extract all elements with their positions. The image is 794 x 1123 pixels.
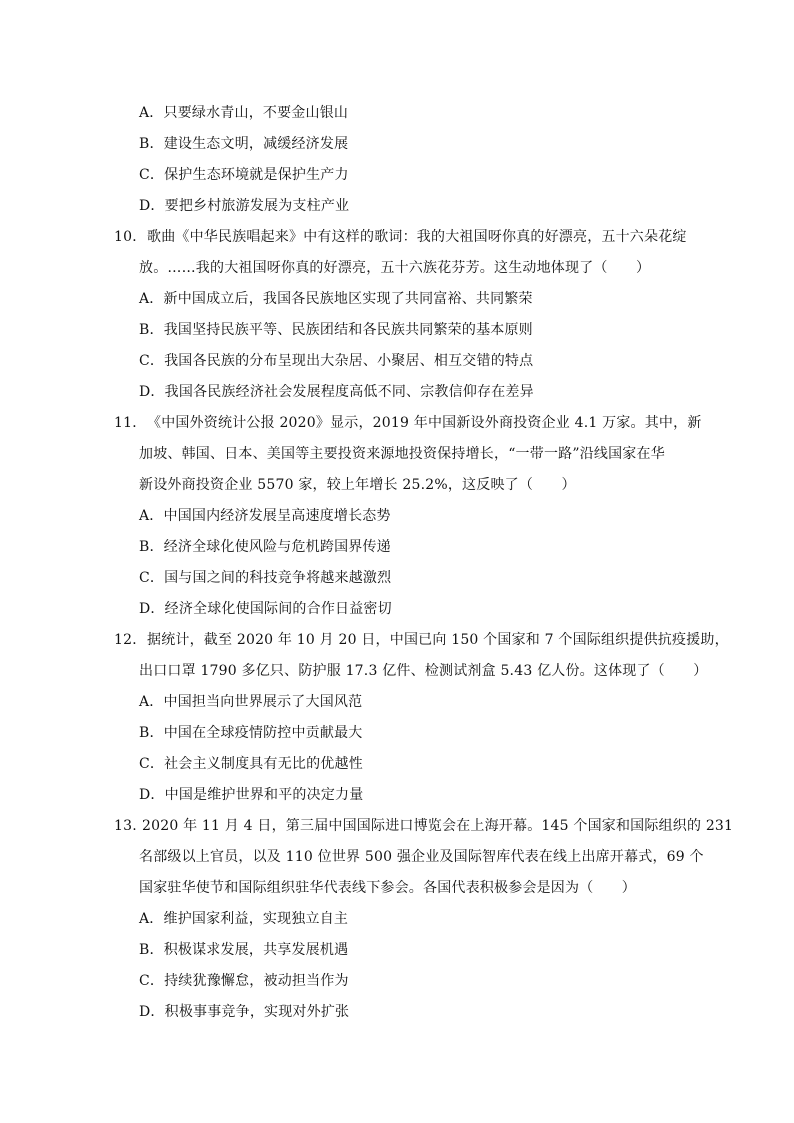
q13-stem-line-2: 名部级以上官员，以及 110 位世界 500 强企业及国际智库代表在线上出席开幕式，69 个 bbox=[139, 849, 704, 865]
q12-stem-line-1: 据统计，截至 2020 年 10 月 20 日，中国已向 150 个国家和 7 个国际组织提供抗疫援助， bbox=[147, 632, 729, 648]
q11-option-a: A．中国国内经济发展呈高速度增长态势 bbox=[139, 508, 391, 524]
q11-option-c: C．国与国之间的科技竞争将越来越激烈 bbox=[139, 570, 392, 586]
q13-stem-line-3: 国家驻华使节和国际组织驻华代表线下参会。各国代表积极参会是因为（ ） bbox=[139, 880, 636, 896]
q12-option-c: C．社会主义制度具有无比的优越性 bbox=[139, 756, 363, 772]
q13-option-a: A．维护国家利益，实现独立自主 bbox=[139, 911, 349, 927]
q12-stem-line-2: 出口口罩 1790 多亿只、防护服 17.3 亿件、检测试剂盒 5.43 亿人份。这体现了（ ） bbox=[139, 663, 708, 679]
q9-option-d: D．要把乡村旅游发展为支柱产业 bbox=[139, 198, 350, 214]
q10-option-c: C．我国各民族的分布呈现出大杂居、小聚居、相互交错的特点 bbox=[139, 353, 534, 369]
q11-option-d: D．经济全球化使国际间的合作日益密切 bbox=[139, 601, 392, 617]
q10-option-b: B．我国坚持民族平等、民族团结和各民族共同繁荣的基本原则 bbox=[139, 322, 533, 338]
q9-option-b: B．建设生态文明，减缓经济发展 bbox=[139, 136, 349, 152]
q13-option-b: B．积极谋求发展，共享发展机遇 bbox=[139, 942, 349, 958]
q13-stem-line-1: 2020 年 11 月 4 日，第三届中国国际进口博览会在上海开幕。145 个国家和国际组织的 231 bbox=[142, 818, 734, 834]
q11-stem-line-3: 新设外商投资企业 5570 家，较上年增长 25.2%，这反映了（ ） bbox=[139, 477, 576, 493]
q12-option-d: D．中国是维护世界和平的决定力量 bbox=[139, 787, 364, 803]
q13-option-c: C．持续犹豫懈怠，被动担当作为 bbox=[139, 973, 349, 989]
q9-option-c: C．保护生态环境就是保护生产力 bbox=[139, 167, 349, 183]
q10-stem-line-2: 放。……我的大祖国呀你真的好漂亮，五十六族花芬芳。这生动地体现了（ ） bbox=[139, 260, 651, 276]
q10-number: 10． bbox=[114, 229, 147, 245]
q13-number: 13. bbox=[114, 818, 137, 834]
q11-option-b: B．经济全球化使风险与危机跨国界传递 bbox=[139, 539, 391, 555]
q11-number: 11． bbox=[114, 415, 147, 431]
q13-option-d: D．积极事事竞争，实现对外扩张 bbox=[139, 1004, 350, 1020]
q10-option-a: A．新中国成立后，我国各民族地区实现了共同富裕、共同繁荣 bbox=[139, 291, 533, 307]
q11-stem-line-1: 《中国外资统计公报 2020》显示，2019 年中国新设外商投资企业 4.1 万家。其中，新 bbox=[147, 415, 702, 431]
q10-option-d: D．我国各民族经济社会发展程度高低不同、宗教信仰存在差异 bbox=[139, 384, 534, 400]
q9-option-a: A．只要绿水青山，不要金山银山 bbox=[139, 105, 349, 121]
q12-number: 12． bbox=[114, 632, 147, 648]
q12-option-a: A．中国担当向世界展示了大国风范 bbox=[139, 694, 363, 710]
q11-stem-line-2: 加坡、韩国、日本、美国等主要投资来源地投资保持增长，“一带一路”沿线国家在华 bbox=[139, 446, 665, 462]
q10-stem-line-1: 歌曲《中华民族唱起来》中有这样的歌词：我的大祖国呀你真的好漂亮，五十六朵花绽 bbox=[147, 229, 687, 245]
q12-option-b: B．中国在全球疫情防控中贡献最大 bbox=[139, 725, 363, 741]
